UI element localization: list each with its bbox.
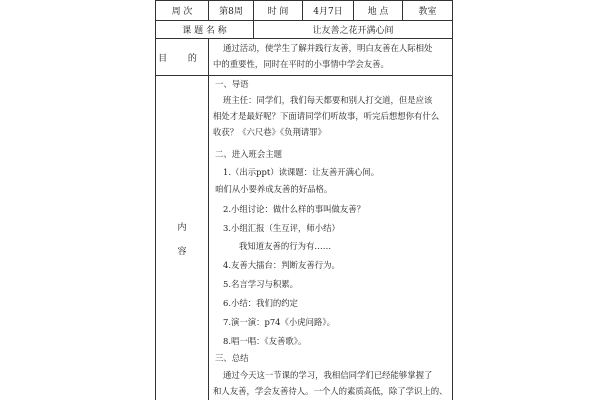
content-line: 3.小组汇报（生互评，师小结） xyxy=(223,223,340,233)
goal-text xyxy=(209,39,452,75)
content-line: 4.友善大擂台：判断友善行为。 xyxy=(223,260,340,270)
content-line: 7.演一演：p74《小虎问路》。 xyxy=(223,317,335,327)
goal-row xyxy=(156,39,452,76)
topic-label: 课 题 名 称 xyxy=(156,20,254,38)
content-label-bottom: 容 xyxy=(177,247,187,257)
week-label: 周 次 xyxy=(156,1,209,20)
content-line: 通过今天这一节课的学习，我相信同学们已经能够掌握了 xyxy=(223,370,433,380)
goal-line: 中的重要性，同时在平时的小事情中学会友善。 xyxy=(213,59,389,69)
content-line: 1.（出示ppt）读课题：让友善开满心间。 xyxy=(223,167,380,177)
content-line: 我知道友善的行为有…… xyxy=(239,241,332,251)
week-value: 第8周 xyxy=(209,1,254,20)
topic-value: 让友善之花开满心间 xyxy=(312,25,394,36)
content-line: 收获？《六尺巷》《负荆请罪》 xyxy=(213,127,327,137)
content-line: 咱们从小要养成友善的好品格。 xyxy=(215,184,333,194)
content-label-top: 内 xyxy=(177,223,187,233)
content-line: 班主任：同学们，我们每天都要和别人打交道，但是应该 xyxy=(223,95,433,105)
topic-row xyxy=(156,20,452,39)
content-text xyxy=(209,76,452,400)
place-label: 地 点 xyxy=(354,1,403,20)
content-line: 一、导语 xyxy=(215,79,249,89)
time-value: 4月7日 xyxy=(303,1,354,20)
content-line: 5.名言学习与积累。 xyxy=(223,279,298,289)
content-label-cell xyxy=(156,76,209,400)
place-value: 教室 xyxy=(418,7,437,17)
lesson-plan-table xyxy=(155,0,453,400)
content-line: 2.小组讨论：做什么样的事叫做友善？ xyxy=(223,204,365,214)
content-line: 6.小结：我们的约定 xyxy=(223,298,298,308)
content-line: 相处才是最好呢？下面请同学们听故事，听完后想想你有什么 xyxy=(213,111,440,121)
goal-line: 通过活动，使学生了解并践行友善，明白友善在人际相处 xyxy=(223,43,433,53)
header-row xyxy=(156,0,452,21)
content-line: 和人友善，学会友善待人。一个人的素质高低，除了学识上的、 xyxy=(213,386,448,396)
time-label: 时 间 xyxy=(254,1,303,20)
goal-label: 目 的 xyxy=(156,39,209,75)
content-line: 8.唱一唱：《友善歌》。 xyxy=(223,336,307,346)
content-line: 三、总结 xyxy=(215,353,249,363)
content-line: 二、进入班会主题 xyxy=(215,149,282,159)
content-row xyxy=(156,76,452,400)
